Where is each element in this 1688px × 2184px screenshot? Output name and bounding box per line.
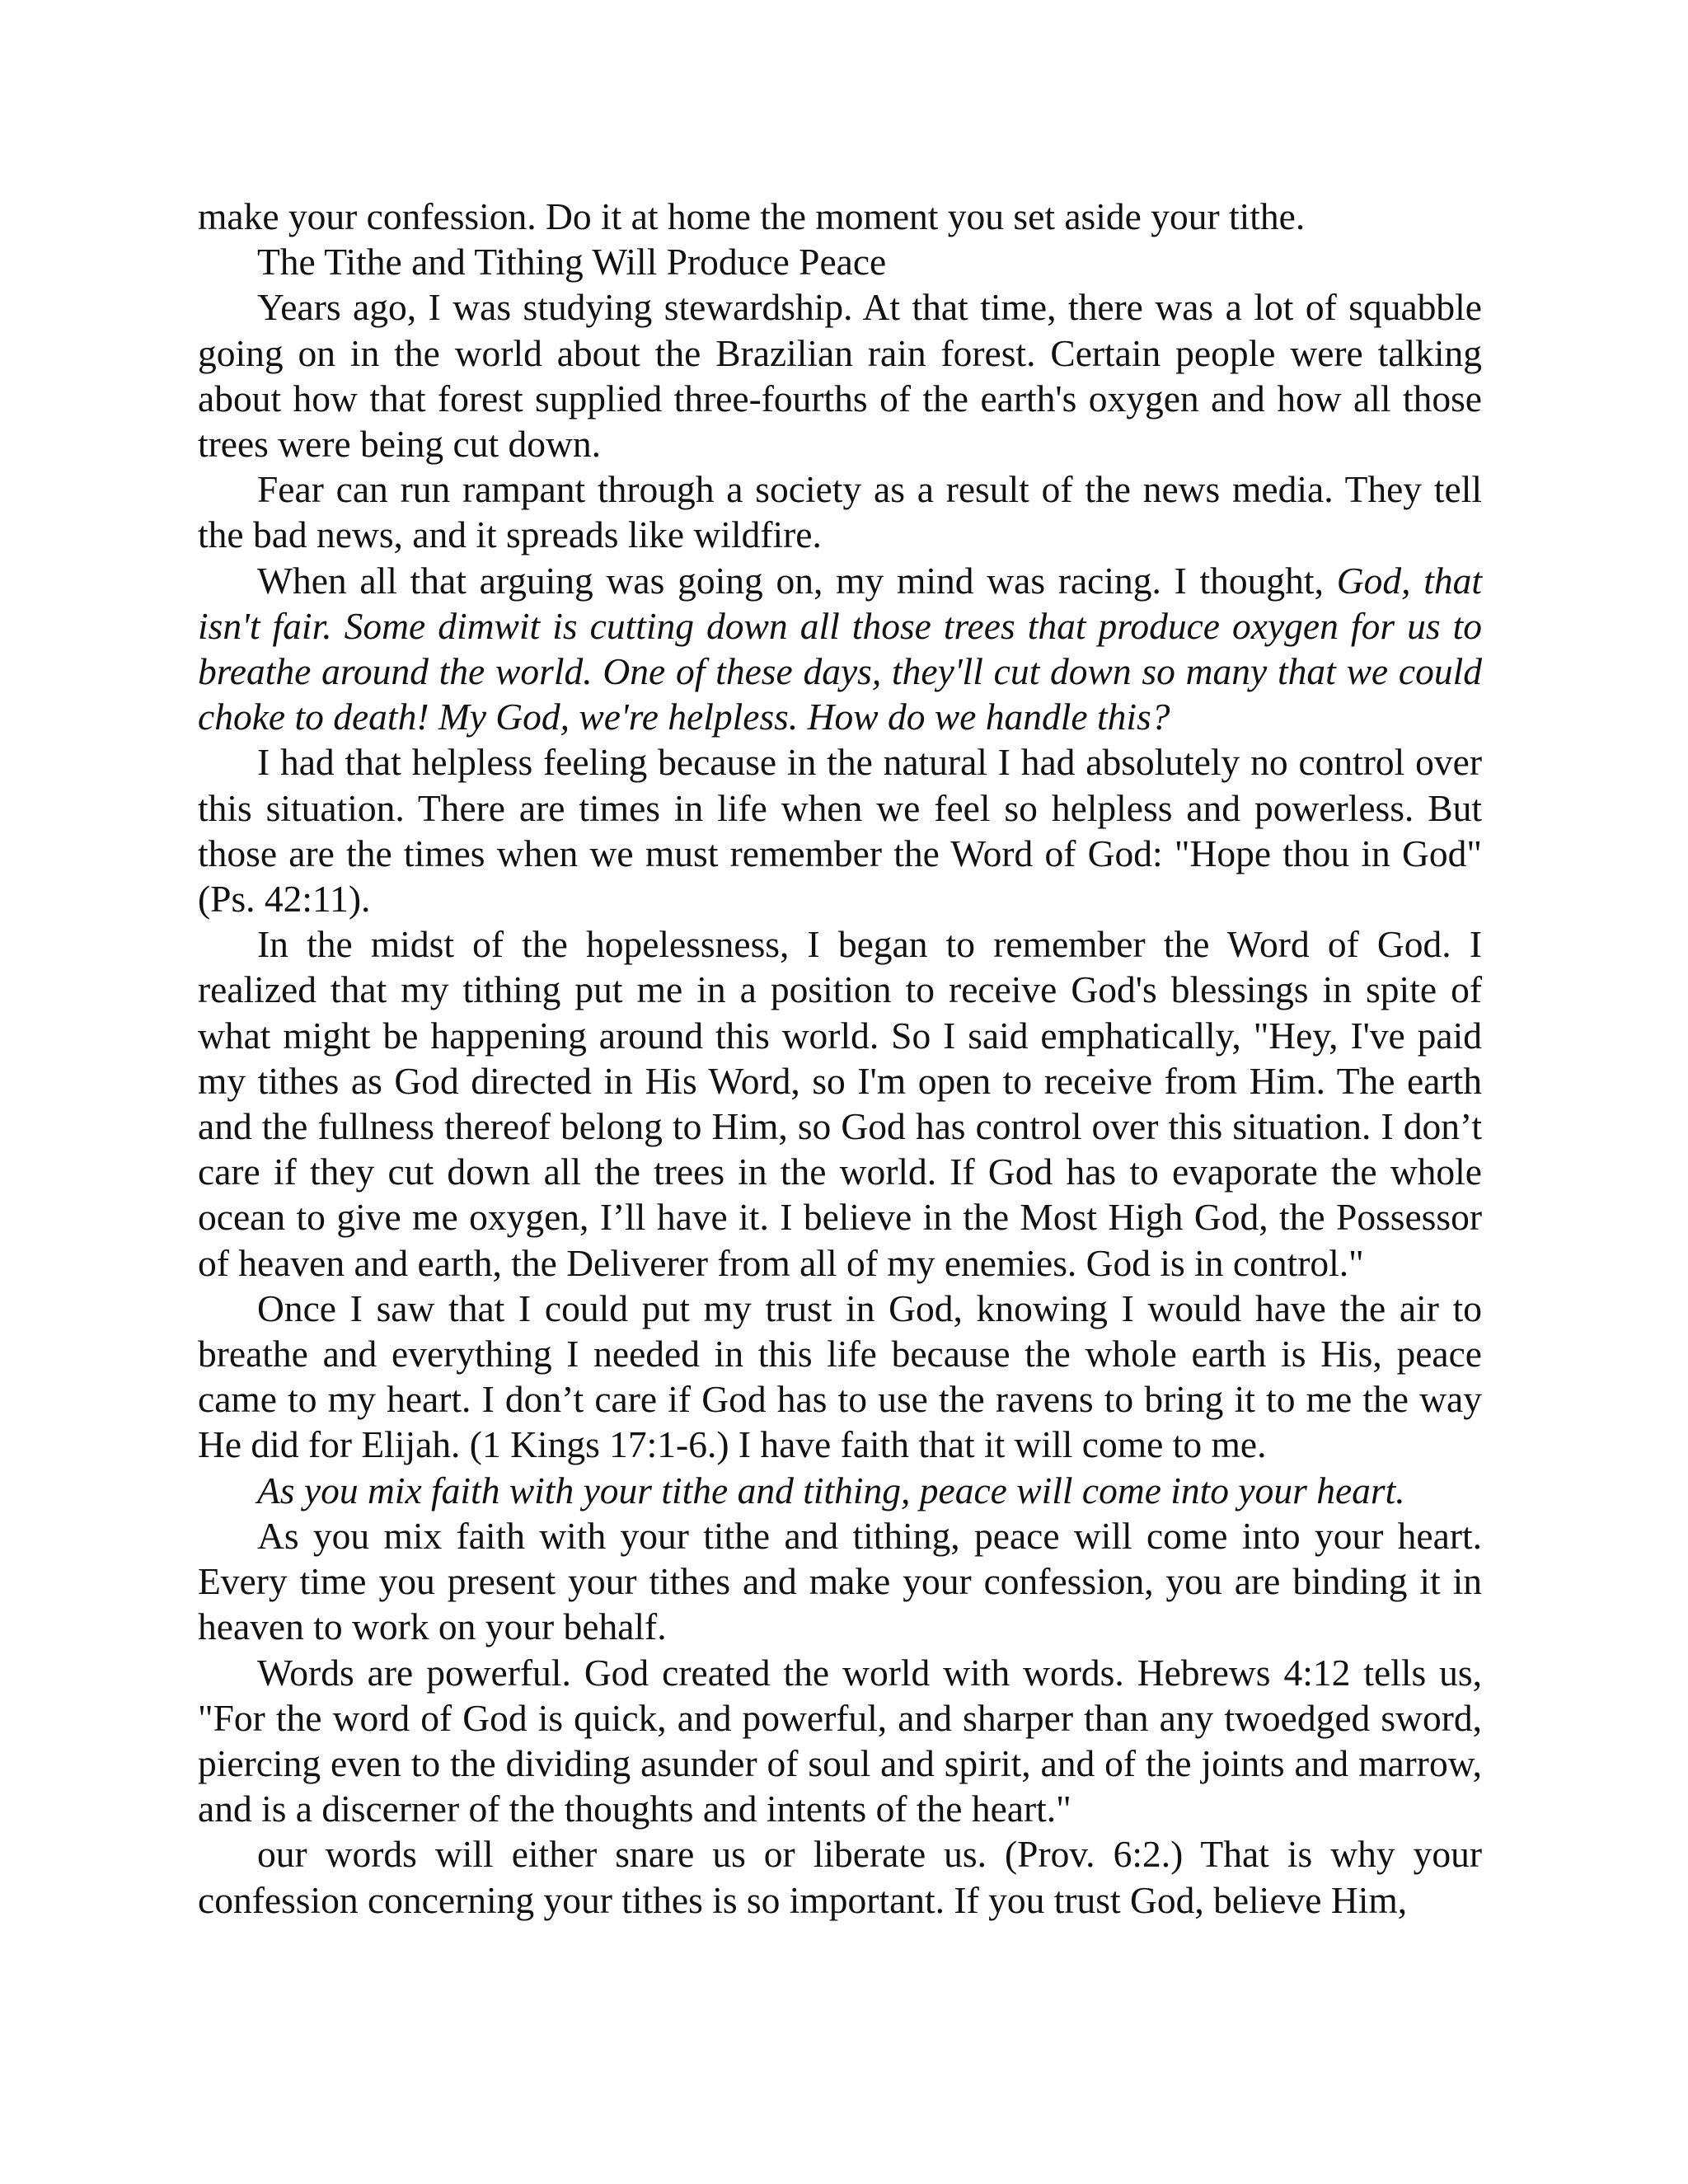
- paragraph: I had that helpless feeling because in the natural I had absolutely no control over this situation. There are times in life when we feel so helpless and powerless. But those are the times when we must remember the Word of God: "Hope thou in God" (Ps. 42:11).: [198, 741, 1482, 921]
- paragraph: Years ago, I was studying stewardship. At that time, there was a lot of squabble going on in the world about the Brazilian rain forest. Certain people were talking about how that forest supplied three-fourths of the earth's oxygen and how all those trees were being cut down.: [198, 286, 1482, 466]
- italic-thought: God, that isn't fair. Some dimwit is cutting down all those trees that produce oxygen for us to breathe around the world. One of these days, they'll cut down so many that we could choke to death! My God, we're helpless. How do we handle this?: [198, 559, 1482, 738]
- paragraph: Fear can run rampant through a society as a result of the news media. They tell the bad news, and it spreads like wildfire.: [198, 468, 1482, 556]
- paragraph: Words are powerful. God created the world with words. Hebrews 4:12 tells us, "For the word of God is quick, and powerful, and sharper than any twoedged sword, piercing even to the dividing asunder of soul and spirit, and of the joints and marrow, and is a discerner of the thoughts and intents of the heart.": [198, 1651, 1482, 1830]
- document-page: [198, 194, 1482, 1923]
- paragraph: As you mix faith with your tithe and tithing, peace will come into your heart. Every time you present your tithes and make your confession, you are binding it in heaven to work on your behalf.: [198, 1514, 1482, 1648]
- paragraph: Once I saw that I could put my trust in God, knowing I would have the air to breathe and everything I needed in this life because the whole earth is His, peace came to my heart. I don’t care if God has to use the ravens to bring it to me the way He did for Elijah. (1 Kings 17:1-6.) I have faith that it will come to me.: [198, 1286, 1482, 1466]
- pull-quote: As you mix faith with your tithe and tithing, peace will come into your heart.: [257, 1469, 1405, 1511]
- paragraph-text: When all that arguing was going on, my mind was racing. I thought,: [257, 559, 1337, 602]
- paragraph: our words will either snare us or liberate us. (Prov. 6:2.) That is why your confession concerning your tithes is so important. If you trust God, believe Him,: [198, 1833, 1482, 1921]
- paragraph-continuation: make your confession. Do it at home the moment you set aside your tithe.: [198, 195, 1306, 237]
- paragraph: In the midst of the hopelessness, I began to remember the Word of God. I realized that my tithing put me in a position to receive God's blessings in spite of what might be happening around this world. So I said emphatically, "Hey, I've paid my tithes as God directed in His Word, so I'm open to receive from Him. The earth and the fullness thereof belong to Him, so God has control over this situation. I don’t care if they cut down all the trees in the world. If God has to evaporate the whole ocean to give me oxygen, I’ll have it. I believe in the Most High God, the Possessor of heaven and earth, the Deliverer from all of my enemies. God is in control.": [198, 923, 1482, 1284]
- section-heading: The Tithe and Tithing Will Produce Peace: [257, 241, 887, 284]
- paragraph-with-italic-thought: [198, 558, 1482, 740]
